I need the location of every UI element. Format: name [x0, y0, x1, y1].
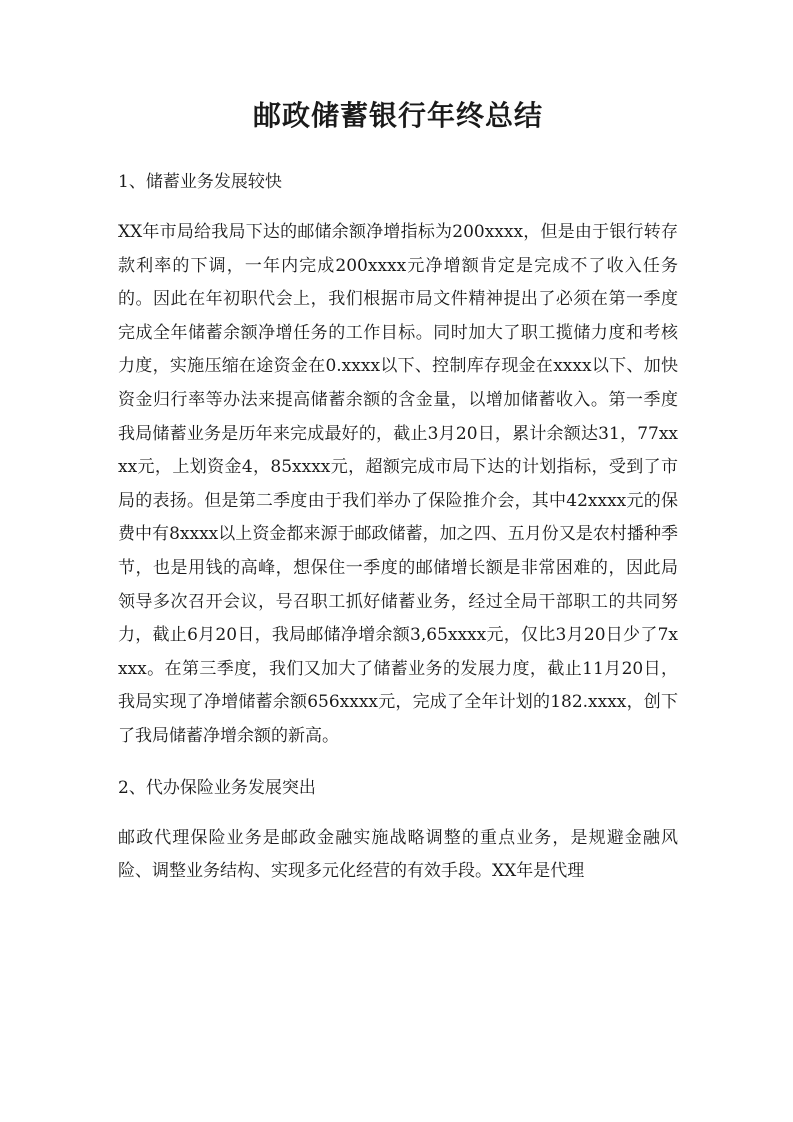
document-page: [118, 92, 678, 907]
section-paragraph-savings: XX年市局给我局下达的邮储余额净增指标为200xxxx，但是由于银行转存款利率的下调，一年内完成200xxxx元净增额肯定是完成不了收入任务的。因此在年初职代会上，我们根据市局文件精神提出了必须在第一季度完成全年储蓄余额净增任务的工作目标。同时加大了职工揽储力度和考核力度，实施压缩在途资金在0.xxxx以下、控制库存现金在xxxx以下、加快资金归行率等办法来提高储蓄余额的含金量，以增加储蓄收入。第一季度我局储蓄业务是历年来完成最好的，截止3月20日，累计余额达31，77xxxx元，上划资金4，85xxxx元，超额完成市局下达的计划指标，受到了市局的表扬。但是第二季度由于我们举办了保险推介会，其中42xxxx元的保费中有8xxxx以上资金都来源于邮政储蓄，加之四、五月份又是农村播种季节，也是用钱的高峰，想保住一季度的邮储增长额是非常困难的，因此局领导多次召开会议，号召职工抓好储蓄业务，经过全局干部职工的共同努力，截止6月20日，我局邮储净增余额3,65xxxx元，仅比3月20日少了7xxxx。在第三季度，我们又加大了储蓄业务的发展力度，截止11月20日，我局实现了净增储蓄余额656xxxx元，完成了全年计划的182.xxxx，创下了我局储蓄净增余额的新高。: [118, 222, 678, 746]
document-title: 邮政储蓄银行年终总结: [252, 99, 543, 132]
section-heading-insurance: 2、代办保险业务发展突出: [118, 777, 316, 798]
section-paragraph-insurance: 邮政代理保险业务是邮政金融实施战略调整的重点业务，是规避金融风险、调整业务结构、实现多元化经营的有效手段。XX年是代理: [118, 827, 678, 882]
section-heading-savings: 1、储蓄业务发展较快: [118, 172, 282, 192]
